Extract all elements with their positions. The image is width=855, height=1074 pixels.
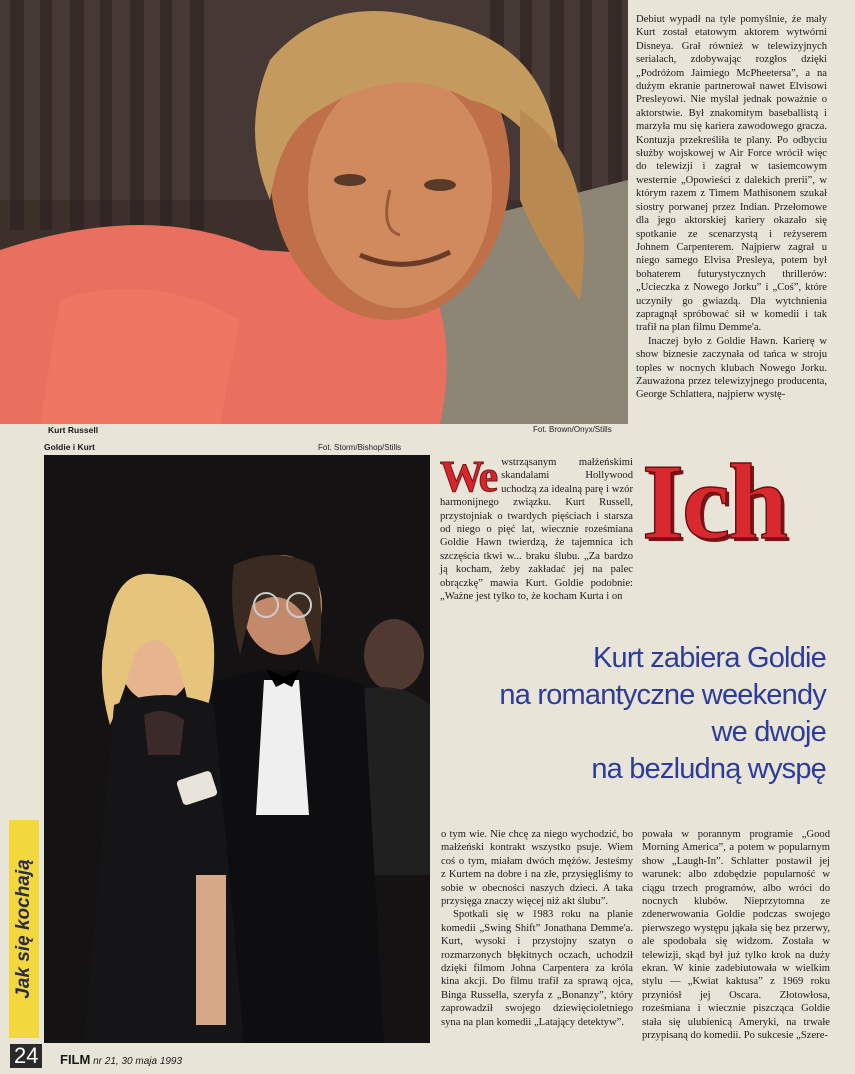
section-tab-label: Jak się kochają	[13, 859, 34, 999]
headline-title: Ich	[642, 443, 787, 562]
top-photo-credit: Fot. Brown/Onyx/Stills	[533, 425, 612, 434]
kurt-russell-photo	[0, 0, 628, 424]
bottom-photo-credit: Fot. Storm/Bishop/Stills	[318, 443, 402, 452]
headline-subtitle	[430, 640, 826, 788]
paragraph: powała w porannym programie „Good Morning America”, a potem w popularnym show „Laugh-In”. Schlatter postawił jej warunek: albo zdobędzie popularność w ciągu trzech programów, albo wróci do nocnych klubów. Nieprzytomna ze zdenerwowania Goldie podczas swojego pierwszego występu jąkała się bez przerwy, ale spodobała się widzom. Została w telewizji, skąd był już tylko krok na duży ekran. W kinie zadebiutowała w wielkim stylu — „Kwiat kaktusa” z 1969 roku przyniósł jej Oscara. Złotowłosa, roześmiana i wiecznie piszcząca Goldie stała się ulubienicą Ameryki, na trwałe przypisaną do komedii. Po sukcesie „Szere-	[642, 829, 830, 1042]
article-column-middle	[441, 828, 633, 1029]
bottom-photo-caption: Goldie i Kurt	[44, 442, 95, 452]
paragraph: o tym wie. Nie chcę za niego wychodzić, bo małżeński kontrakt wszystko psuje. Wiem coś o tym, miałam dwóch mężów. Jesteśmy z Kurtem na dobre i na złe, przysięgliśmy to sobie w obecności naszych dzieci. A taka przysięga znaczy więcej niż akt ślubu”.	[441, 829, 633, 908]
issue-info: nr 21, 30 maja 1993	[93, 1056, 183, 1067]
subtitle-line: Kurt zabiera Goldie	[592, 642, 826, 674]
page-number: 24	[10, 1044, 42, 1068]
paragraph: Debiut wypadł na tyle pomyślnie, że mały Kurt został etatowym aktorem wytwórni Disneya. Grał również w telewizyjnych serialach, zdobywając rozgłos dzięki „Podróżom Jaimiego McPheetersa”, a na dużym ekranie partnerował nawet Elvisowi Presleyowi. Nie myślał jednak poważnie o aktorstwie. Był znakomitym baseballistą i marzyła mu się kariera zawodowego gracza. Kontuzja przekreśliła te plany. Po odbyciu służby wojskowej w Air Force wrócił więc do telewizji i zagrał w tasiemcowym westernie „Opowieści z dalekich prerii”, w którym razem z Timem Mathisonem szukał siostry porwanej przez Indian. Przełomowe dla jego aktorskiej kariery okazało się spotkanie ze scenarzystą i reżyserem Johnem Carpenterem. Najpierw zagrał u niego samego Elvisa Presleya, potem był bohaterem futurystycznych thrillerów: „Ucieczka z Nowego Jorku” i „Coś”, które uczyniły go gwiazdą. Dla wytchnienia zapragnął spróbować sił w komedii i tak trafił na plan filmu Demme'a.	[636, 14, 827, 334]
drop-cap: We	[440, 452, 496, 501]
top-photo-caption: Kurt Russell	[48, 425, 99, 435]
paragraph: Spotkali się w 1983 roku na planie komedii „Swing Shift” Jonathana Demme'a. Kurt, wysoki i przystojny szatyn o rozmarzonych błękitnych oczach, uchodził dzięki filmom Johna Carpentera za króla kina akcji. Do filmu trafił za sprawą ojca, Binga Russella, szeryfa z „Bonanzy”, który zaprowadził swojego dziewięcioletniego syna na plan komedii „Latający detektyw”.	[441, 909, 633, 1028]
goldie-and-kurt-photo	[44, 455, 430, 1043]
magazine-name: FILM	[60, 1052, 91, 1067]
article-column-right	[636, 13, 827, 402]
section-tab	[9, 820, 39, 1038]
intro-text: wstrząsanym małżeńskimi skandalami Hollywood uchodzą za idealną parę i wzór harmonijnego związku. Kurt Russell, przystojniak o twardych pięściach i starsza od niego o pięć lat, wiecznie roześmiana Goldie Hawn twierdzą, że tajemnica ich szczęścia tkwi w... braku ślubu. „Za bardzo ją kocham, żeby zakładać jej na palec obrączkę” mawia Kurt. Goldie podobnie: „Ważne jest tylko to, że kocham Kurta i on	[440, 457, 633, 603]
footer	[60, 1052, 182, 1067]
subtitle-line: na romantyczne weekendy	[499, 679, 826, 711]
article-intro	[440, 452, 633, 603]
article-column-last	[642, 828, 830, 1043]
subtitle-line: na bezludną wyspę	[591, 753, 826, 785]
subtitle-line: we dwoje	[711, 716, 826, 748]
paragraph: Inaczej było z Goldie Hawn. Karierę w show biznesie zaczynała od tańca w stroju toples w nocnych klubach Nowego Jorku. Zauważona przez telewizyjnego producenta, George Schlattera, najpierw wystę-	[636, 335, 827, 401]
